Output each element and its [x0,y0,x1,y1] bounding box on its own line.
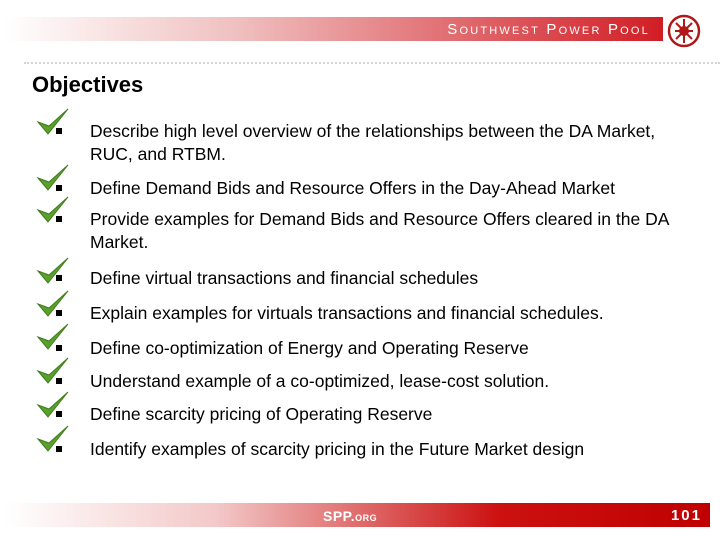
footer-url[interactable] [323,508,377,524]
checkmark-icon [36,322,70,352]
objective-item: Understand example of a co-optimized, lease-cost solution. [90,371,550,391]
checkmark-icon [36,256,70,286]
bullet-icon [56,310,62,316]
checkmark-icon [36,107,70,137]
bullet-icon [56,275,62,281]
objective-item: Define Demand Bids and Resource Offers in the Day-Ahead Market [90,178,615,198]
spp-logo-icon [666,13,702,49]
bullet-icon [56,345,62,351]
page-title: Objectives [32,72,144,97]
bullet-icon [56,185,62,191]
bullet-icon [56,378,62,384]
objective-item: Define scarcity pricing of Operating Reserve [90,404,433,424]
checkmark-icon [36,195,70,225]
checkmark-icon [36,390,70,420]
objective-item: Describe high level overview of the relationships between the DA Market, RUC, and RTBM. [90,121,656,164]
bullet-icon [56,128,62,134]
footer-url-tld: org [355,509,378,524]
objective-item: Identify examples of scarcity pricing in the Future Market design [90,439,585,459]
page-number: 101 [670,507,702,524]
objective-item: Provide examples for Demand Bids and Resource Offers cleared in the DA Market. [90,209,669,252]
checkmark-icon [36,163,70,193]
objective-item: Define co-optimization of Energy and Operating Reserve [90,338,529,358]
footer-url-main: SPP. [323,508,356,524]
bullet-icon [56,411,62,417]
objective-item: Explain examples for virtuals transactions and financial schedules. [90,303,604,323]
objective-item: Define virtual transactions and financial schedules [90,268,479,288]
org-name: Southwest Power Pool [447,21,650,38]
divider [24,62,720,64]
bullet-icon [56,216,62,222]
checkmark-icon [36,289,70,319]
bullet-icon [56,446,62,452]
checkmark-icon [36,356,70,386]
checkmark-icon [36,424,70,454]
